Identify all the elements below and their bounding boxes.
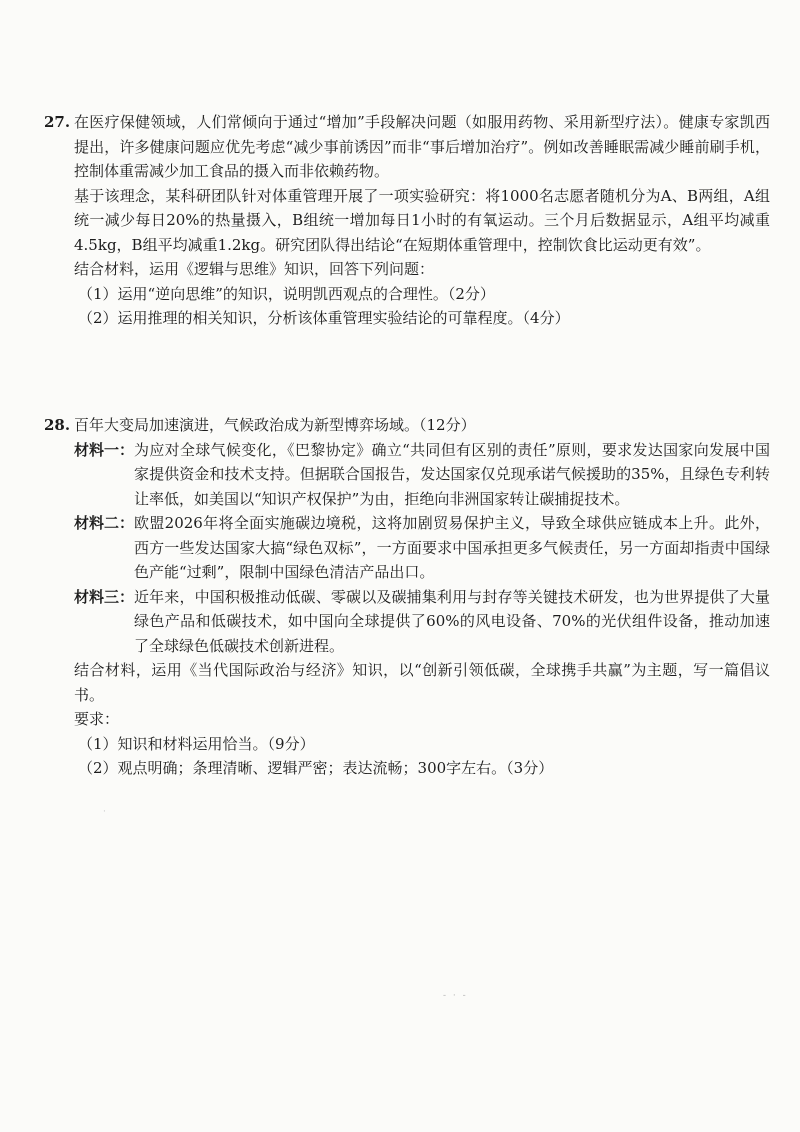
material-label: 材料二： xyxy=(74,514,135,532)
material-label: 材料三： xyxy=(74,587,135,606)
requirement-1: （1）知识和材料运用恰当。（9分） xyxy=(78,734,315,753)
material-text: 欧盟2026年将全面实施碳边境税，这将加剧贸易保护主义，导致全球供应链成本上升。此外，西方一些发达国家大搞“绿色双标”，一方面要求中国承担更多气候责任，另一方面却指责中国绿色产能“过剩”，限制中国绿色清洁产品出口。 xyxy=(134,514,770,581)
question-27 xyxy=(44,110,770,331)
question-intro: 在医疗保健领域，人们常倾向于通过“增加”手段解决问题（如服用药物、采用新型疗法）。健康专家凯西提出，许多健康问题应优先考虑“减少事前诱因”而非“事后增加治疗”。例如改善睡眠需减少睡前刷手机，控制体重需减少加工食品的摄入而非依赖药物。 xyxy=(74,113,770,180)
sub-question-2: （2）运用推理的相关知识，分析该体重管理实验结论的可靠程度。（4分） xyxy=(78,309,570,327)
material-3 xyxy=(44,585,770,659)
material-2 xyxy=(44,511,770,585)
question-instruction: 结合材料，运用《逻辑与思维》知识，回答下列问题： xyxy=(74,260,435,278)
material-text: 近年来，中国积极推动低碳、零碳以及碳捕集利用与封存等关键技术研发，也为世界提供了大量绿色产品和低碳技术，如中国向全球提供了60%的风电设备、70%的光伏组件设备，推动加速了全球绿色低碳技术创新进程。 xyxy=(134,587,770,655)
question-instruction: 结合材料，运用《当代国际政治与经济》知识，以“创新引领低碳，全球携手共赢”为主题，写一篇倡议书。 xyxy=(74,661,770,704)
material-text: 为应对全球气候变化，《巴黎协定》确立“共同但有区别的责任”原则，要求发达国家向发展中国家提供资金和技术支持。但据联合国报告，发达国家仅兑现承诺气候援助的35%，且绿色专利转让率低，如美国以“知识产权保护”为由，拒绝向非洲国家转让碳捕捉技术。 xyxy=(134,440,770,508)
question-number: 27. xyxy=(44,113,71,131)
material-label: 材料一： xyxy=(74,440,135,459)
stray-mark: · xyxy=(103,807,106,817)
sub-question-1: （1）运用“逆向思维”的知识，说明凯西观点的合理性。（2分） xyxy=(78,284,495,303)
material-1 xyxy=(44,438,770,512)
footer-mark: - · - xyxy=(443,991,468,1001)
experiment-description: 基于该理念，某科研团队针对体重管理开展了一项实验研究：将1000名志愿者随机分为A、B两组，A组统一减少每日20%的热量摄入，B组统一增加每日1小时的有氧运动。三个月后数据显示，A组平均减重4.5kg，B组平均减重1.2kg。研究团队得出结论“在短期体重管理中，控制饮食比运动更有效”。 xyxy=(74,186,770,254)
question-number: 28. xyxy=(44,416,71,434)
question-title: 百年大变局加速演进，气候政治成为新型博弈场域。（12分） xyxy=(74,416,476,434)
question-28 xyxy=(44,413,770,781)
requirement-2: （2）观点明确；条理清晰、逻辑严密；表达流畅；300字左右。（3分） xyxy=(78,759,554,777)
requirements-title: 要求： xyxy=(74,710,120,728)
